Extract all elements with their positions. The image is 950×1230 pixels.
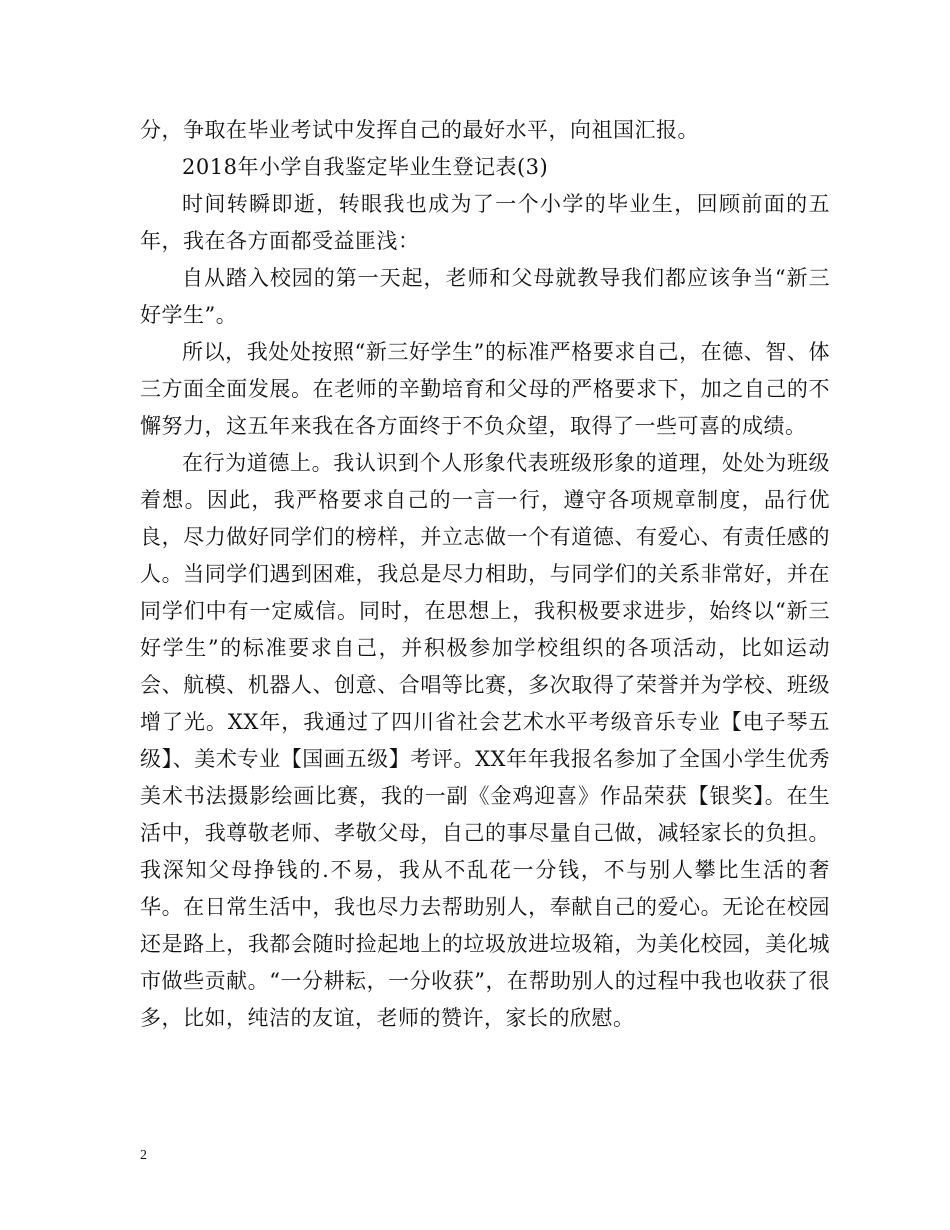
paragraph: 时间转瞬即逝，转眼我也成为了一个小学的毕业生，回顾前面的五年，我在各方面都受益匪浅： bbox=[140, 192, 830, 253]
page-number: 2 bbox=[140, 1148, 147, 1163]
paragraph: 自从踏入校园的第一天起，老师和父母就教导我们都应该争当“新三好学生”。 bbox=[140, 266, 830, 327]
paragraph: 所以，我处处按照“新三好学生”的标准严格要求自己，在德、智、体三方面全面发展。在老师的辛勤培育和父母的严格要求下，加之自己的不懈努力，这五年来我在各方面终于不负众望，取得了一些可喜的成绩。 bbox=[140, 340, 830, 438]
document-body bbox=[140, 112, 830, 1037]
paragraph-continuation: 分，争取在毕业考试中发挥自己的最好水平，向祖国汇报。 bbox=[140, 118, 699, 142]
paragraph: 在行为道德上。我认识到个人形象代表班级形象的道理，处处为班级着想。因此，我严格要求自己的一言一行，遵守各项规章制度，品行优良，尽力做好同学们的榜样，并立志做一个有道德、有爱心、有责任感的人。当同学们遇到困难，我总是尽力相助，与同学们的关系非常好，并在同学们中有一定威信。同时，在思想上，我积极要求进步，始终以“新三好学生”的标准要求自己，并积极参加学校组织的各项活动，比如运动会、航模、机器人、创意、合唱等比赛，多次取得了荣誉并为学校、班级增了光。XX年，我通过了四川省社会艺术水平考级音乐专业【电子琴五级】、美术专业【国画五级】考评。XX年年我报名参加了全国小学生优秀美术书法摄影绘画比赛，我的一副《金鸡迎喜》作品荣获【银奖】。在生活中，我尊敬老师、孝敬父母，自己的事尽量自己做，减轻家长的负担。我深知父母挣钱的.不易，我从不乱花一分钱，不与别人攀比生活的奢华。在日常生活中，我也尽力去帮助别人，奉献自己的爱心。无论在校园还是路上，我都会随时捡起地上的垃圾放进垃圾箱，为美化校园，美化城市做些贡献。“一分耕耘，一分收获”，在帮助别人的过程中我也收获了很多，比如，纯洁的友谊，老师的赞许，家长的欣慰。 bbox=[140, 451, 830, 1030]
section-heading: 2018年小学自我鉴定毕业生登记表(3) bbox=[182, 155, 549, 179]
